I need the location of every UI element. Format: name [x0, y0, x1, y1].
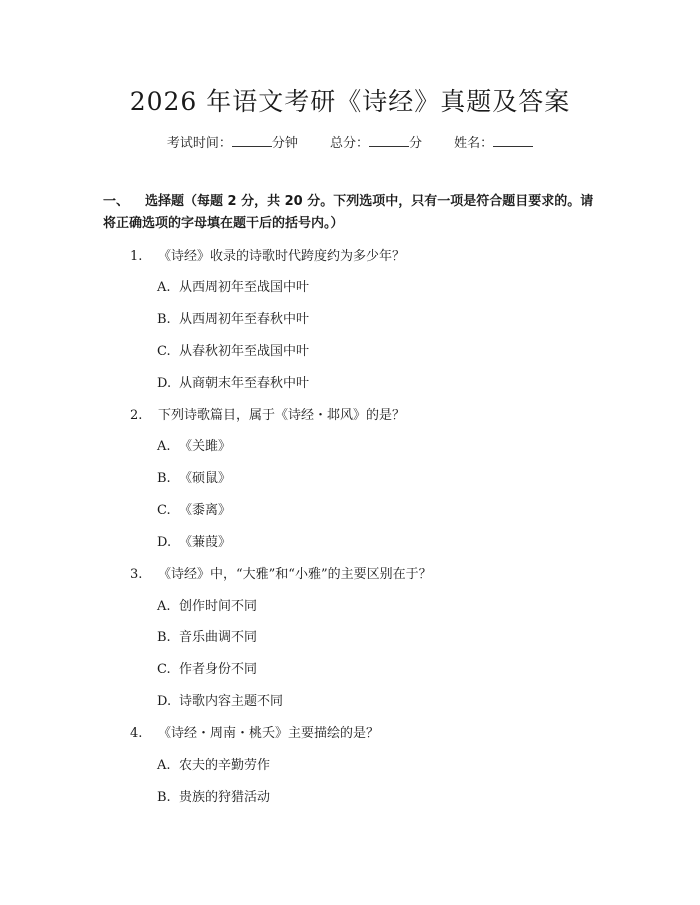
- option-letter: B.: [157, 630, 171, 645]
- total-score-blank: [369, 134, 409, 147]
- option-letter: B.: [157, 312, 171, 327]
- option-text: 《黍离》: [179, 503, 232, 518]
- question-number: 4.: [130, 726, 143, 741]
- option-text: 农夫的辛勤劳作: [179, 758, 271, 773]
- option-text: 从商朝末年至春秋中叶: [179, 376, 310, 391]
- student-name-label: 姓名：: [454, 136, 494, 151]
- q3-option-b: [157, 626, 257, 645]
- q2-option-c: [157, 499, 231, 518]
- option-text: 贵族的狩猎活动: [179, 790, 271, 805]
- option-letter: D.: [157, 376, 172, 391]
- question-4: [130, 722, 379, 741]
- option-text: 从春秋初年至战国中叶: [179, 344, 310, 359]
- q4-option-b: [157, 786, 270, 805]
- total-score: [330, 136, 422, 151]
- question-1: [130, 245, 405, 264]
- option-text: 《硕鼠》: [179, 471, 232, 486]
- question-text: 下列诗歌篇目，属于《诗经・邶风》的是？: [158, 408, 406, 423]
- q1-option-b: [157, 308, 309, 327]
- q2-option-b: [157, 467, 231, 486]
- question-number: 1.: [130, 249, 143, 264]
- option-letter: A.: [157, 599, 171, 614]
- option-letter: C.: [157, 344, 171, 359]
- student-name-blank: [493, 134, 533, 147]
- option-text: 《蒹葭》: [179, 535, 232, 550]
- option-text: 音乐曲调不同: [179, 630, 258, 645]
- total-score-unit: 分: [409, 136, 423, 151]
- q3-option-c: [157, 658, 257, 677]
- exam-meta: [0, 132, 700, 151]
- question-number: 3.: [130, 567, 143, 582]
- q2-option-d: [157, 531, 231, 550]
- option-text: 创作时间不同: [179, 599, 258, 614]
- question-text: 《诗经》中，“大雅”和“小雅”的主要区别在于？: [158, 567, 432, 582]
- total-score-label: 总分：: [329, 136, 369, 151]
- option-text: 诗歌内容主题不同: [179, 694, 284, 709]
- q1-option-a: [157, 276, 309, 295]
- student-name: [454, 136, 533, 151]
- option-letter: D.: [157, 694, 172, 709]
- q2-option-a: [157, 435, 231, 454]
- option-text: 从西周初年至春秋中叶: [179, 312, 310, 327]
- option-letter: C.: [157, 503, 171, 518]
- question-number: 2.: [130, 408, 143, 423]
- option-letter: A.: [157, 439, 171, 454]
- option-text: 从西周初年至战国中叶: [179, 280, 310, 295]
- option-text: 作者身份不同: [179, 662, 258, 677]
- question-text: 《诗经・周南・桃夭》主要描绘的是？: [158, 726, 380, 741]
- page-title: 2026 年语文考研《诗经》真题及答案: [129, 87, 571, 116]
- question-2: [130, 404, 405, 423]
- exam-time-unit: 分钟: [271, 136, 298, 151]
- q3-option-d: [157, 690, 283, 709]
- q4-option-a: [157, 754, 270, 773]
- exam-time-label: 考试时间：: [166, 136, 232, 151]
- option-letter: D.: [157, 535, 172, 550]
- exam-time: [167, 136, 298, 151]
- option-letter: B.: [157, 790, 171, 805]
- q3-option-a: [157, 595, 257, 614]
- section-heading: [103, 191, 598, 235]
- option-text: 《关雎》: [179, 439, 232, 454]
- option-letter: B.: [157, 471, 171, 486]
- option-letter: A.: [157, 758, 171, 773]
- q1-option-d: [157, 372, 309, 391]
- question-text: 《诗经》收录的诗歌时代跨度约为多少年？: [158, 249, 406, 264]
- section-instructions: 选择题（每题 2 分，共 20 分。下列选项中，只有一项是符合题目要求的。请将正确选项的字母填在题干后的括号内。）: [103, 194, 594, 231]
- q1-option-c: [157, 340, 309, 359]
- option-letter: C.: [157, 662, 171, 677]
- section-number: 一、: [103, 194, 130, 209]
- exam-time-blank: [232, 134, 272, 147]
- option-letter: A.: [157, 280, 171, 295]
- question-3: [130, 563, 432, 582]
